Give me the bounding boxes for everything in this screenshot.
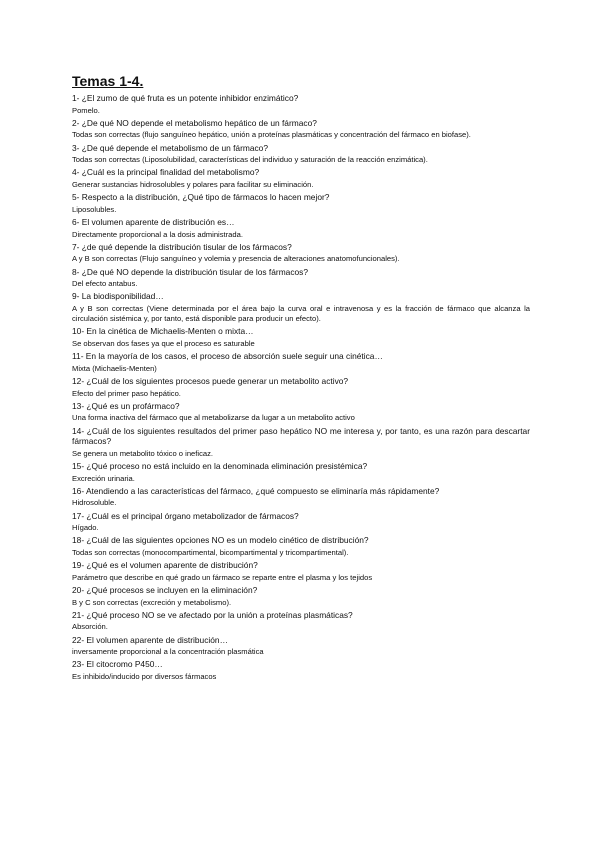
question-text: 11- En la mayoría de los casos, el proceso de absorción suele seguir una cinética…	[72, 351, 383, 362]
question-text: 3- ¿De qué depende el metabolismo de un fármaco?	[72, 142, 268, 153]
question-item	[72, 375, 530, 400]
question-text: 4- ¿Cuál es la principal finalidad del metabolismo?	[72, 167, 260, 178]
document-page	[72, 72, 530, 683]
question-item	[72, 634, 530, 659]
question-item	[72, 142, 530, 167]
answer-text: A y B son correctas (Flujo sanguíneo y volemia y presencia de alteraciones anatomofuncionales).	[72, 254, 400, 264]
answer-text: Hidrosoluble.	[72, 498, 117, 508]
question-text: 22- El volumen aparente de distribución…	[72, 634, 228, 645]
answer-text: Todas son correctas (monocompartimental, bicompartimental y tricompartimental).	[72, 547, 349, 557]
answer-text: Mixta (Michaelis-Menten)	[72, 363, 157, 373]
question-text: 16- Atendiendo a las características del fármaco, ¿qué compuesto se eliminaría más rápidamente?	[72, 485, 440, 496]
question-item	[72, 350, 530, 375]
question-text: 10- En la cinética de Michaelis-Menten o mixta…	[72, 326, 254, 337]
answer-text: Absorción.	[72, 622, 108, 632]
answer-text: Pomelo.	[72, 105, 100, 115]
question-item	[72, 290, 530, 325]
question-item	[72, 166, 530, 191]
question-text: 6- El volumen aparente de distribución es…	[72, 216, 235, 227]
question-text: 8- ¿De qué NO depende la distribución tisular de los fármacos?	[72, 266, 309, 277]
answer-text: Parámetro que describe en qué grado un fármaco se reparte entre el plasma y los tejidos	[72, 572, 373, 582]
question-text: 20- ¿Qué procesos se incluyen en la eliminación?	[72, 584, 258, 595]
question-item	[72, 191, 530, 216]
answer-text: Hígado.	[72, 523, 99, 533]
question-text: 19- ¿Qué es el volumen aparente de distribución?	[72, 560, 258, 571]
question-item	[72, 485, 530, 510]
question-text: 1- ¿El zumo de qué fruta es un potente inhibidor enzimático?	[72, 93, 299, 103]
question-item	[72, 425, 530, 460]
question-text: 14- ¿Cuál de los siguientes resultados del primer paso hepático NO me interesa y, por tanto, es una razón para descartar fármacos?	[72, 425, 530, 447]
answer-text: Excreción urinaria.	[72, 473, 135, 483]
answer-text: Efecto del primer paso hepático.	[72, 388, 181, 398]
question-text: 15- ¿Qué proceso no está incluido en la denominada eliminación presistémica?	[72, 460, 368, 471]
question-text: 18- ¿Cuál de las siguientes opciones NO es un modelo cinético de distribución?	[72, 535, 369, 546]
answer-text: B y C son correctas (excreción y metabolismo).	[72, 597, 232, 607]
question-text: 12- ¿Cuál de los siguientes procesos puede generar un metabolito activo?	[72, 375, 349, 386]
question-text: 23- El citocromo P450…	[72, 659, 163, 670]
question-text: 13- ¿Qué es un profármaco?	[72, 400, 180, 411]
question-text: 17- ¿Cuál es el principal órgano metabolizador de fármacos?	[72, 510, 299, 521]
answer-text: Todas son correctas (Liposolubilidad, características del individuo y saturación de la reacción enzimática).	[72, 155, 428, 165]
answer-text: Generar sustancias hidrosolubles y polares para facilitar su eliminación.	[72, 179, 314, 189]
question-item	[72, 559, 530, 584]
answer-text: Una forma inactiva del fármaco que al metabolizarse da lugar a un metabolito activo	[72, 413, 355, 423]
question-item	[72, 266, 530, 291]
question-item	[72, 216, 530, 241]
answer-text: Directamente proporcional a la dosis administrada.	[72, 229, 243, 239]
document-title: Temas 1-4.	[72, 73, 144, 89]
question-item	[72, 92, 530, 117]
answer-text: Todas son correctas (flujo sanguíneo hepático, unión a proteínas plasmáticas y concentración del fármaco en biofase).	[72, 130, 471, 140]
answer-text: Liposolubles.	[72, 204, 117, 214]
question-item	[72, 460, 530, 485]
answer-text: A y B son correctas (Viene determinada por el área bajo la curva oral e intravenosa y es la fracción de fármaco que alcanza la circulación sistémica y, por tanto, está disponible para producir un efecto).	[72, 303, 530, 324]
question-item	[72, 400, 530, 425]
answer-text: Se genera un metabolito tóxico o ineficaz.	[72, 448, 213, 458]
question-text: 9- La biodisponibilidad…	[72, 291, 164, 302]
question-item	[72, 117, 530, 142]
question-list	[72, 92, 530, 683]
question-item	[72, 534, 530, 559]
question-item	[72, 584, 530, 609]
answer-text: Es inhibido/inducido por diversos fármacos	[72, 671, 217, 681]
answer-text: Del efecto antabus.	[72, 279, 138, 289]
answer-text: inversamente proporcional a la concentración plasmática	[72, 647, 264, 657]
question-item	[72, 241, 530, 266]
question-text: 5- Respecto a la distribución, ¿Qué tipo de fármacos lo hacen mejor?	[72, 192, 330, 203]
question-item	[72, 658, 530, 683]
question-text: 21- ¿Qué proceso NO se ve afectado por la unión a proteínas plasmáticas?	[72, 609, 353, 620]
question-text: 7- ¿de qué depende la distribución tisular de los fármacos?	[72, 241, 292, 252]
question-item	[72, 325, 530, 350]
question-item	[72, 609, 530, 634]
question-item	[72, 510, 530, 535]
question-text: 2- ¿De qué NO depende el metabolismo hepático de un fármaco?	[72, 117, 317, 128]
answer-text: Se observan dos fases ya que el proceso es saturable	[72, 338, 255, 348]
